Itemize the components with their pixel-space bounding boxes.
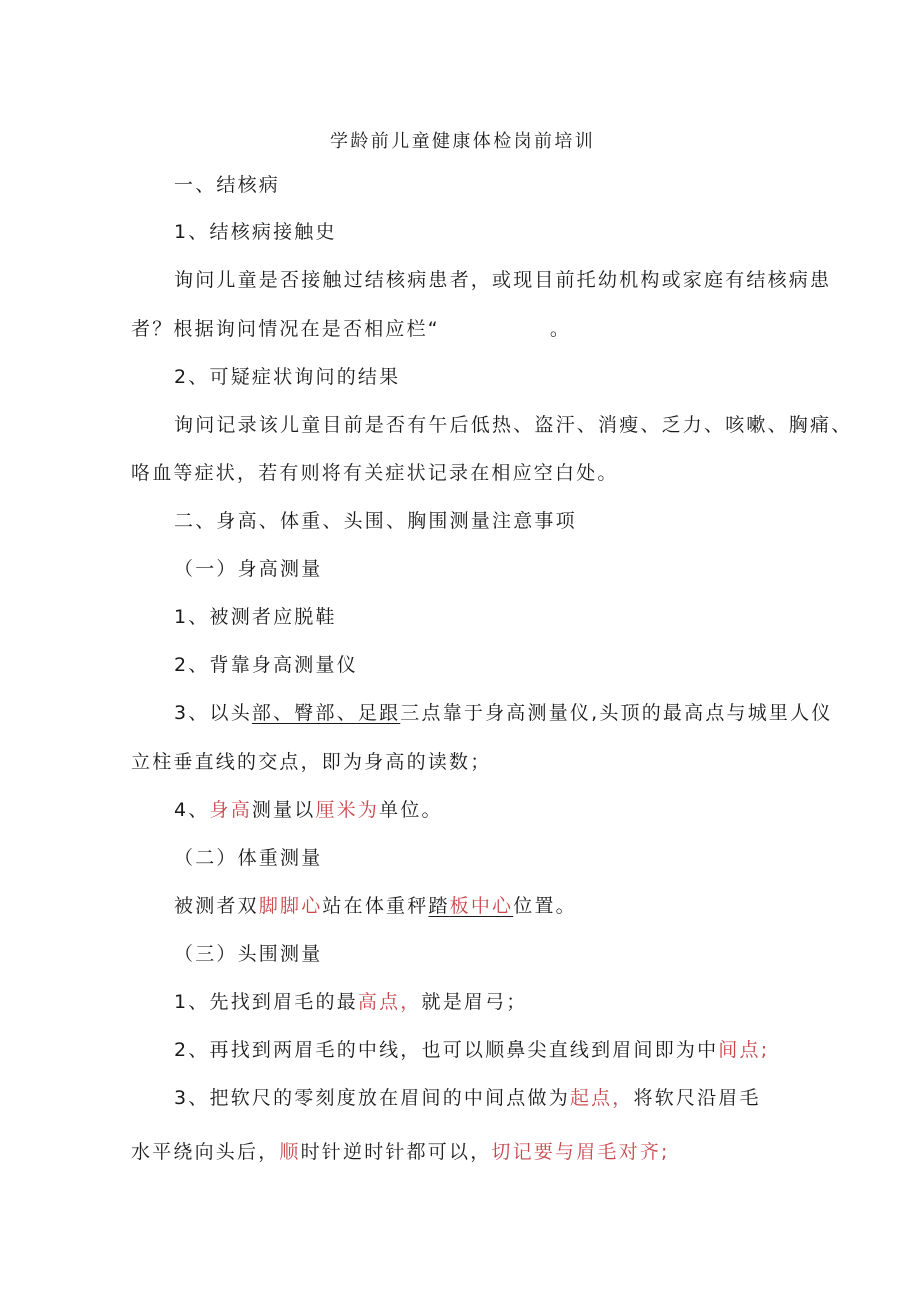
paragraph-line: 咯血等症状，若有则将有关症状记录在相应空白处。 — [131, 462, 619, 484]
section-heading-measurements: 二、身高、体重、头围、胸围测量注意事项 — [174, 510, 577, 532]
text-span: 测量以 — [251, 799, 316, 821]
head-item — [174, 1085, 761, 1111]
highlighted-text: 顺 — [279, 1141, 301, 1163]
head-item — [174, 1037, 769, 1063]
highlighted-underlined-text: 板中心 — [449, 895, 514, 917]
text-span: 三点靠于身高测量仪,头顶的最高点与城里人仪 — [400, 702, 833, 724]
subsection-heading-height: （一）身高测量 — [174, 558, 323, 580]
underlined-text: 部、臀部、足跟 — [251, 702, 401, 724]
item-heading-symptoms: 2、可疑症状询问的结果 — [174, 366, 401, 388]
highlighted-text: 间点; — [718, 1039, 770, 1061]
text-span: 2、再找到两眉毛的中线，也可以顺鼻尖直线到眉间即为中 — [174, 1039, 719, 1061]
text-span: 。 — [549, 318, 572, 340]
weight-paragraph — [174, 893, 577, 919]
highlighted-text: 厘米为 — [315, 799, 380, 821]
text-span: 站在体重秤 — [322, 895, 429, 917]
highlighted-text: 脚脚心 — [258, 895, 323, 917]
height-item — [174, 700, 833, 726]
text-span: 3、以头 — [174, 702, 252, 724]
paragraph-line: 立柱垂直线的交点，即为身高的读数； — [131, 751, 492, 773]
paragraph-line: 询问记录该儿童目前是否有午后低热、盗汗、消瘦、乏力、咳嗽、胸痛、 — [174, 414, 853, 436]
subsection-heading-head: （三）头围测量 — [174, 943, 323, 965]
paragraph-line — [131, 316, 571, 342]
height-item: 2、背靠身高测量仪 — [174, 654, 358, 676]
height-item: 1、被测者应脱鞋 — [174, 606, 337, 628]
text-span: 4、 — [174, 799, 210, 821]
item-heading-contact-history: 1、结核病接触史 — [174, 221, 337, 243]
text-span: 时针逆时针都可以， — [300, 1141, 492, 1163]
head-item — [174, 989, 528, 1015]
text-span: 者？根据询问情况在是否相应栏“ — [131, 318, 440, 340]
page-title: 学龄前儿童健康体检岗前培训 — [330, 131, 596, 152]
text-span: 将软尺沿眉毛 — [633, 1087, 761, 1109]
text-span: 3、把软尺的零刻度放在眉间的中间点做为 — [174, 1087, 570, 1109]
highlighted-text: 高点， — [357, 991, 422, 1013]
text-span: 位置。 — [513, 895, 577, 917]
section-heading-tuberculosis: 一、结核病 — [174, 174, 281, 196]
underlined-text: 踏 — [428, 895, 450, 917]
highlighted-text: 起点， — [569, 1087, 634, 1109]
text-span: 被测者双 — [174, 895, 259, 917]
text-span: 单位。 — [379, 799, 443, 821]
paragraph-line — [131, 1139, 670, 1165]
highlighted-text: 切记要与眉毛对齐; — [491, 1141, 670, 1163]
text-span: 1、先找到眉毛的最 — [174, 991, 358, 1013]
subsection-heading-weight: （二）体重测量 — [174, 847, 323, 869]
highlighted-text: 身高 — [209, 799, 252, 821]
height-item — [174, 797, 443, 823]
text-span: 水平绕向头后， — [131, 1141, 280, 1163]
paragraph-line: 询问儿童是否接触过结核病患者，或现目前托幼机构或家庭有结核病患 — [174, 269, 832, 291]
text-span: 就是眉弓； — [421, 991, 528, 1013]
